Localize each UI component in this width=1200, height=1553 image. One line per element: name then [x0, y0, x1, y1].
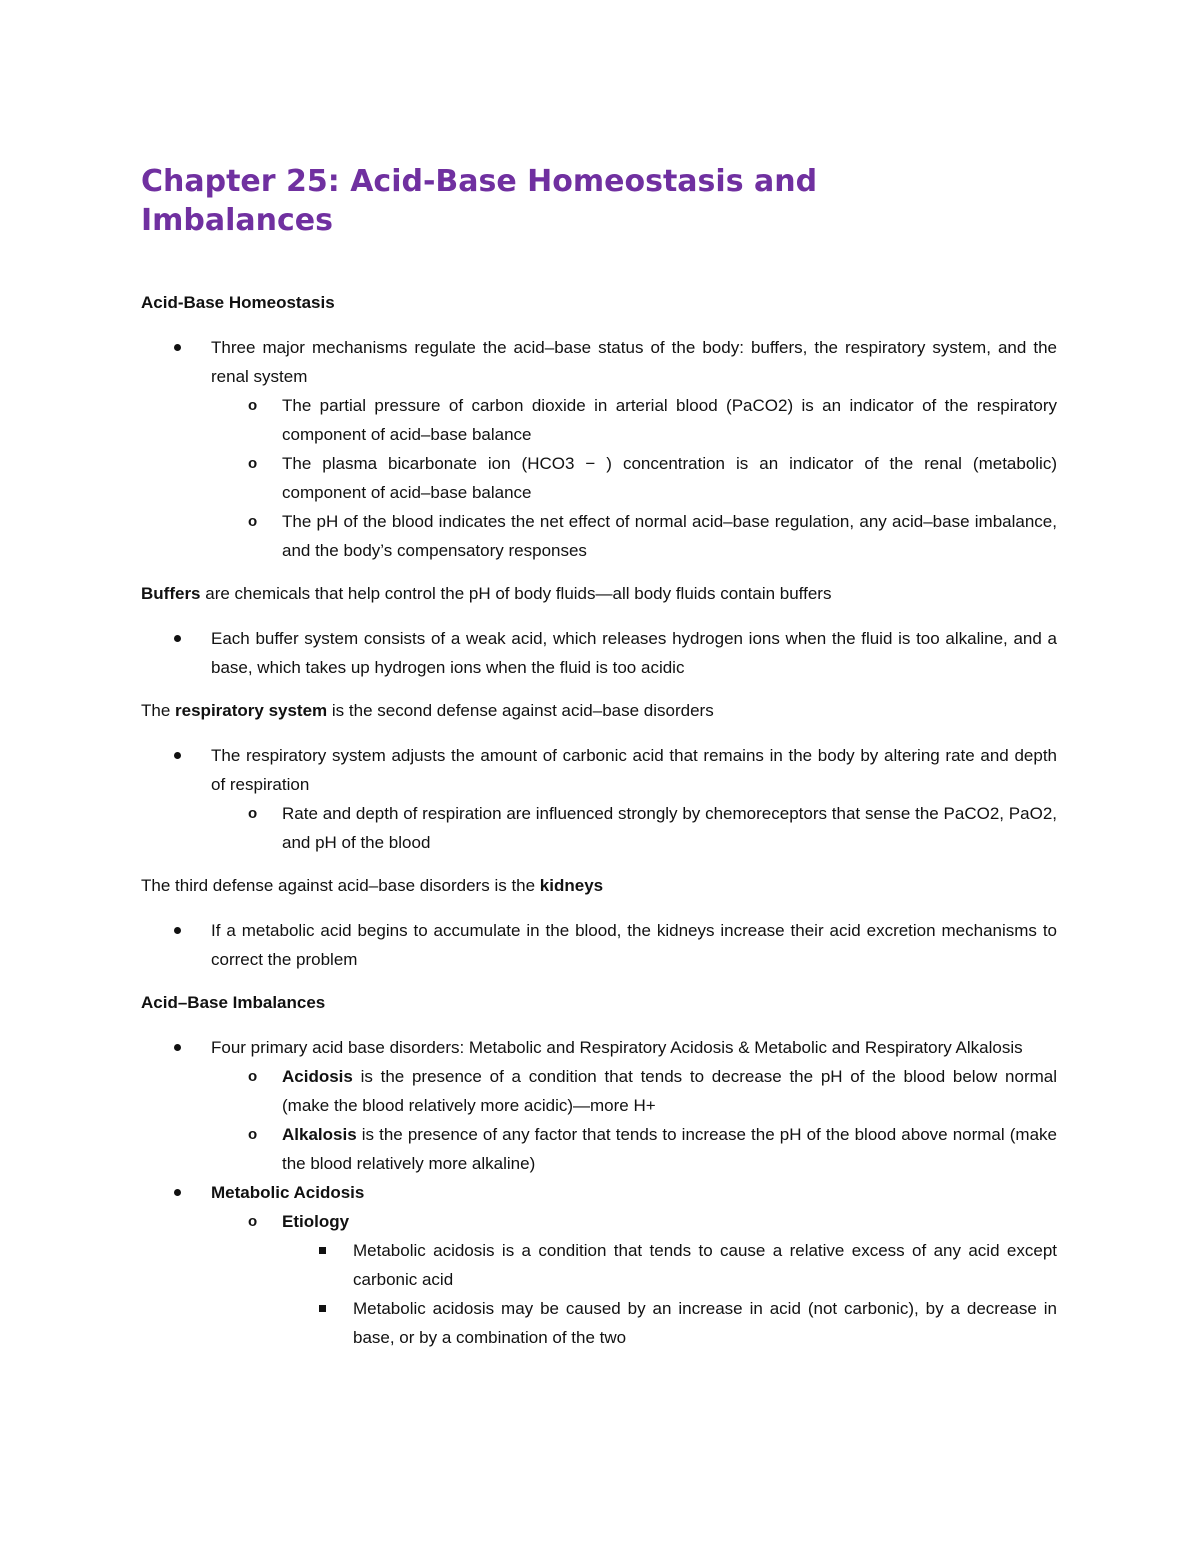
- respiratory-list: [141, 741, 1057, 857]
- document-body: [141, 288, 1057, 1366]
- list-item: [141, 391, 1057, 449]
- list-item-text: is the presence of any factor that tends to increase the pH of the blood above normal (make the blood relatively more alkaline): [282, 1125, 1057, 1173]
- list-item-text: is the presence of a condition that tends to decrease the pH of the blood below normal (make the blood relatively more acidic)—more H+: [282, 1067, 1057, 1115]
- list-item-text: Three major mechanisms regulate the acid–base status of the body: buffers, the respiratory system, and the renal system: [211, 338, 1057, 386]
- kidneys-pre: The third defense against acid–base disorders is the: [141, 876, 540, 895]
- list-item: [141, 741, 1057, 799]
- bullet-icon: [174, 927, 181, 934]
- bullet-icon: [174, 635, 181, 642]
- alkalosis-term: Alkalosis: [282, 1125, 357, 1144]
- square-bullet-icon: [319, 1247, 326, 1254]
- respiratory-paragraph: [141, 696, 1057, 725]
- list-item: [141, 1236, 1057, 1294]
- list-item-text: The respiratory system adjusts the amount of carbonic acid that remains in the body by altering rate and depth of respiration: [211, 746, 1057, 794]
- sub-bullet-icon: o: [248, 805, 258, 822]
- bullet-icon: [174, 344, 181, 351]
- list-item: [141, 1178, 1057, 1207]
- kidneys-term: kidneys: [539, 876, 604, 895]
- list-item-text: Each buffer system consists of a weak acid, which releases hydrogen ions when the fluid is too alkaline, and a base, which takes up hydrogen ions when the fluid is too acidic: [211, 629, 1057, 677]
- list-item: [141, 624, 1057, 682]
- sub-bullet-icon: o: [248, 1213, 258, 1230]
- list-item: [141, 333, 1057, 391]
- bullet-icon: [174, 1189, 181, 1196]
- kidneys-list: [141, 916, 1057, 974]
- page-title: Chapter 25: Acid-Base Homeostasis and Imbalances: [141, 164, 818, 238]
- list-item: [141, 799, 1057, 857]
- sub-bullet-icon: o: [248, 397, 258, 414]
- list-item: [141, 1294, 1057, 1352]
- bullet-icon: [174, 752, 181, 759]
- buffers-list: [141, 624, 1057, 682]
- list-item-text: The partial pressure of carbon dioxide in arterial blood (PaCO2) is an indicator of the respiratory component of acid–base balance: [282, 396, 1057, 444]
- list-item-text: The pH of the blood indicates the net effect of normal acid–base regulation, any acid–base imbalance, and the body’s compensatory responses: [282, 512, 1057, 560]
- list-item-text: Rate and depth of respiration are influenced strongly by chemoreceptors that sense the PaCO2, PaO2, and pH of the blood: [282, 804, 1057, 852]
- square-bullet-icon: [319, 1305, 326, 1312]
- sub-bullet-icon: o: [248, 1068, 258, 1085]
- bullet-icon: [174, 1044, 181, 1051]
- sub-bullet-icon: o: [248, 1126, 258, 1143]
- list-item: [141, 1207, 1057, 1236]
- section-heading-homeostasis: Acid-Base Homeostasis: [141, 293, 335, 312]
- list-item-text: If a metabolic acid begins to accumulate in the blood, the kidneys increase their acid excretion mechanisms to correct the problem: [211, 921, 1057, 969]
- list-item-text: Four primary acid base disorders: Metabolic and Respiratory Acidosis & Metabolic and Respiratory Alkalosis: [211, 1038, 1023, 1057]
- respiratory-term: respiratory system: [175, 701, 328, 720]
- respiratory-pre: The: [141, 701, 176, 720]
- respiratory-text: is the second defense against acid–base disorders: [327, 701, 714, 720]
- list-item: [141, 507, 1057, 565]
- list-item: [141, 1062, 1057, 1120]
- sub-bullet-icon: o: [248, 513, 258, 530]
- list-item: [141, 449, 1057, 507]
- imbalances-list: [141, 1033, 1057, 1352]
- kidneys-paragraph: [141, 871, 1057, 900]
- section-heading-imbalances: Acid–Base Imbalances: [141, 993, 326, 1012]
- list-item: [141, 916, 1057, 974]
- buffers-text: are chemicals that help control the pH of body fluids—all body fluids contain buffers: [200, 584, 832, 603]
- list-item-text: The plasma bicarbonate ion (HCO3 − ) concentration is an indicator of the renal (metabolic) component of acid–base balance: [282, 454, 1057, 502]
- homeostasis-list: [141, 333, 1057, 565]
- buffers-paragraph: [141, 579, 1057, 608]
- list-item-text: Metabolic acidosis is a condition that tends to cause a relative excess of any acid except carbonic acid: [353, 1241, 1057, 1289]
- buffers-term: Buffers: [141, 584, 201, 603]
- list-item-text: Metabolic acidosis may be caused by an increase in acid (not carbonic), by a decrease in base, or by a combination of the two: [353, 1299, 1057, 1347]
- list-item: [141, 1120, 1057, 1178]
- etiology-heading: Etiology: [282, 1212, 350, 1231]
- sub-bullet-icon: o: [248, 455, 258, 472]
- metabolic-acidosis-heading: Metabolic Acidosis: [211, 1183, 365, 1202]
- list-item: [141, 1033, 1057, 1062]
- acidosis-term: Acidosis: [282, 1067, 353, 1086]
